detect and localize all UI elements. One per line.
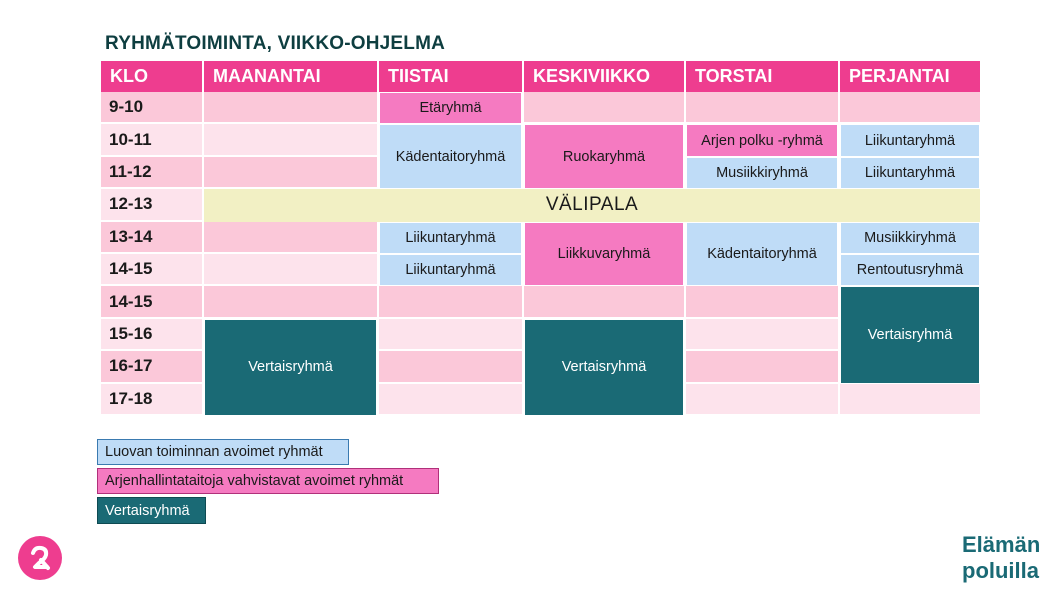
time-slot: 17-18	[101, 384, 202, 416]
snack-break: VÄLIPALA	[204, 189, 980, 221]
page-title: RYHMÄTOIMINTA, VIIKKO-OHJELMA	[105, 33, 446, 54]
activity-cell: Musiikkiryhmä	[840, 222, 980, 254]
time-slot: 12-13	[101, 189, 202, 221]
empty-cell	[204, 222, 377, 254]
time-slot: 16-17	[101, 351, 202, 383]
activity-cell: Liikuntaryhmä	[379, 222, 522, 254]
activity-cell: Vertaisryhmä	[204, 319, 377, 416]
activity-cell: Kädentaitoryhmä	[686, 222, 838, 287]
empty-cell	[840, 92, 980, 124]
brand-line: poluilla	[962, 558, 1039, 583]
activity-cell: Vertaisryhmä	[840, 286, 980, 383]
header-klo: KLO	[101, 61, 202, 92]
logo-icon	[18, 536, 62, 580]
empty-cell	[686, 384, 838, 416]
empty-cell	[686, 351, 838, 383]
legend-daily-skills: Arjenhallintataitoja vahvistavat avoimet ryhmät	[97, 468, 439, 494]
activity-cell: Liikuntaryhmä	[840, 157, 980, 189]
activity-cell: Kädentaitoryhmä	[379, 124, 522, 189]
empty-cell	[686, 286, 838, 318]
time-slot: 13-14	[101, 222, 202, 254]
empty-cell	[204, 286, 377, 318]
time-slot: 15-16	[101, 319, 202, 351]
header-thursday: TORSTAI	[686, 61, 838, 92]
empty-cell	[686, 319, 838, 351]
header-monday: MAANANTAI	[204, 61, 377, 92]
time-slot: 14-15	[101, 254, 202, 286]
time-slot: 11-12	[101, 157, 202, 189]
empty-cell	[204, 124, 377, 156]
empty-cell	[379, 351, 522, 383]
time-slot: 9-10	[101, 92, 202, 124]
brand-line: Elämän	[962, 532, 1041, 557]
activity-cell: Arjen polku -ryhmä	[686, 124, 838, 156]
activity-cell: Liikuntaryhmä	[379, 254, 522, 286]
time-slot: 10-11	[101, 124, 202, 156]
legend-creative: Luovan toiminnan avoimet ryhmät	[97, 439, 349, 465]
legend-peer: Vertaisryhmä	[97, 497, 206, 524]
schedule-table	[101, 61, 976, 416]
activity-cell: Liikuntaryhmä	[840, 124, 980, 156]
empty-cell	[524, 286, 684, 318]
empty-cell	[204, 92, 377, 124]
empty-cell	[686, 92, 838, 124]
empty-cell	[204, 157, 377, 189]
time-slot: 14-15	[101, 286, 202, 318]
empty-cell	[204, 254, 377, 286]
empty-cell	[840, 384, 980, 416]
header-wednesday: KESKIVIIKKO	[524, 61, 684, 92]
empty-cell	[379, 319, 522, 351]
empty-cell	[379, 384, 522, 416]
activity-cell: Ruokaryhmä	[524, 124, 684, 189]
empty-cell	[524, 92, 684, 124]
brand-wordmark	[962, 532, 1040, 584]
empty-cell	[379, 286, 522, 318]
activity-cell: Rentoutusryhmä	[840, 254, 980, 286]
activity-cell: Vertaisryhmä	[524, 319, 684, 416]
header-friday: PERJANTAI	[840, 61, 980, 92]
activity-cell: Etäryhmä	[379, 92, 522, 124]
header-tuesday: TIISTAI	[379, 61, 522, 92]
activity-cell: Musiikkiryhmä	[686, 157, 838, 189]
activity-cell: Liikkuvaryhmä	[524, 222, 684, 287]
